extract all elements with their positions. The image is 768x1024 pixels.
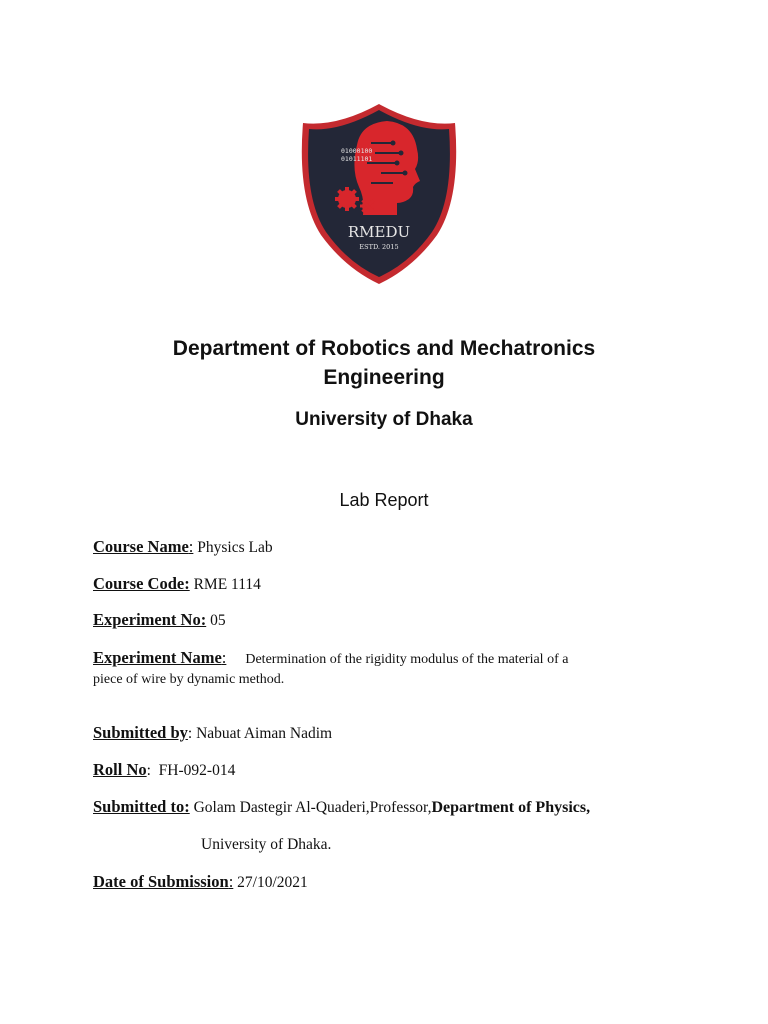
date-of-submission-value: 27/10/2021	[233, 874, 308, 891]
course-code-value: RME 1114	[189, 576, 261, 593]
course-name-row	[93, 536, 273, 559]
submitted-to-dept: Department of Physics,	[431, 799, 591, 816]
experiment-name-row	[93, 647, 568, 671]
course-name-label: Course Name:	[93, 537, 194, 556]
report-type: Lab Report	[339, 490, 429, 510]
submitted-to-row	[93, 796, 590, 819]
department-title-line2: Engineering	[323, 366, 445, 389]
gear-icon	[335, 187, 359, 211]
date-of-submission-label: Date of Submission:	[93, 872, 234, 891]
department-title-line1: Department of Robotics and Mechatronics	[172, 337, 596, 360]
course-code-label: Course Code:	[93, 574, 190, 593]
course-name-value: Physics Lab	[193, 539, 273, 556]
department-title	[0, 334, 768, 392]
experiment-no-value: 05	[206, 612, 226, 629]
experiment-no-label: Experiment No:	[93, 610, 207, 629]
submitted-to-value: Golam Dastegir Al-Quaderi,Professor,	[189, 799, 432, 816]
experiment-name-value-line2: piece of wire by dynamic method.	[93, 672, 285, 687]
roll-no-label: Roll No	[93, 760, 147, 779]
university-name: University of Dhaka	[295, 409, 473, 430]
submitted-to-label: Submitted to:	[93, 797, 190, 816]
logo-established: ESTD. 2015	[359, 243, 399, 251]
binary-line-2: 01011101	[341, 155, 373, 163]
experiment-name-label: Experiment Name:	[93, 648, 227, 667]
submitted-by-label: Submitted by	[93, 723, 188, 742]
date-of-submission-row	[93, 871, 308, 894]
submitted-by-row	[93, 722, 332, 745]
roll-no-row	[93, 759, 235, 782]
roll-no-value: : FH-092-014	[146, 762, 236, 779]
course-code-row	[93, 573, 261, 596]
experiment-no-row	[93, 609, 226, 632]
experiment-name-value-line1: Determination of the rigidity modulus of the material of a	[245, 652, 569, 667]
binary-line-1: 01000100	[341, 147, 373, 155]
rmedu-logo	[301, 103, 457, 285]
submitted-to-line2: University of Dhaka.	[201, 836, 332, 853]
submitted-by-value: : Nabuat Aiman Nadim	[187, 725, 333, 742]
logo-wordmark: RMEDU	[347, 223, 411, 241]
gear-icon-small	[360, 198, 376, 214]
